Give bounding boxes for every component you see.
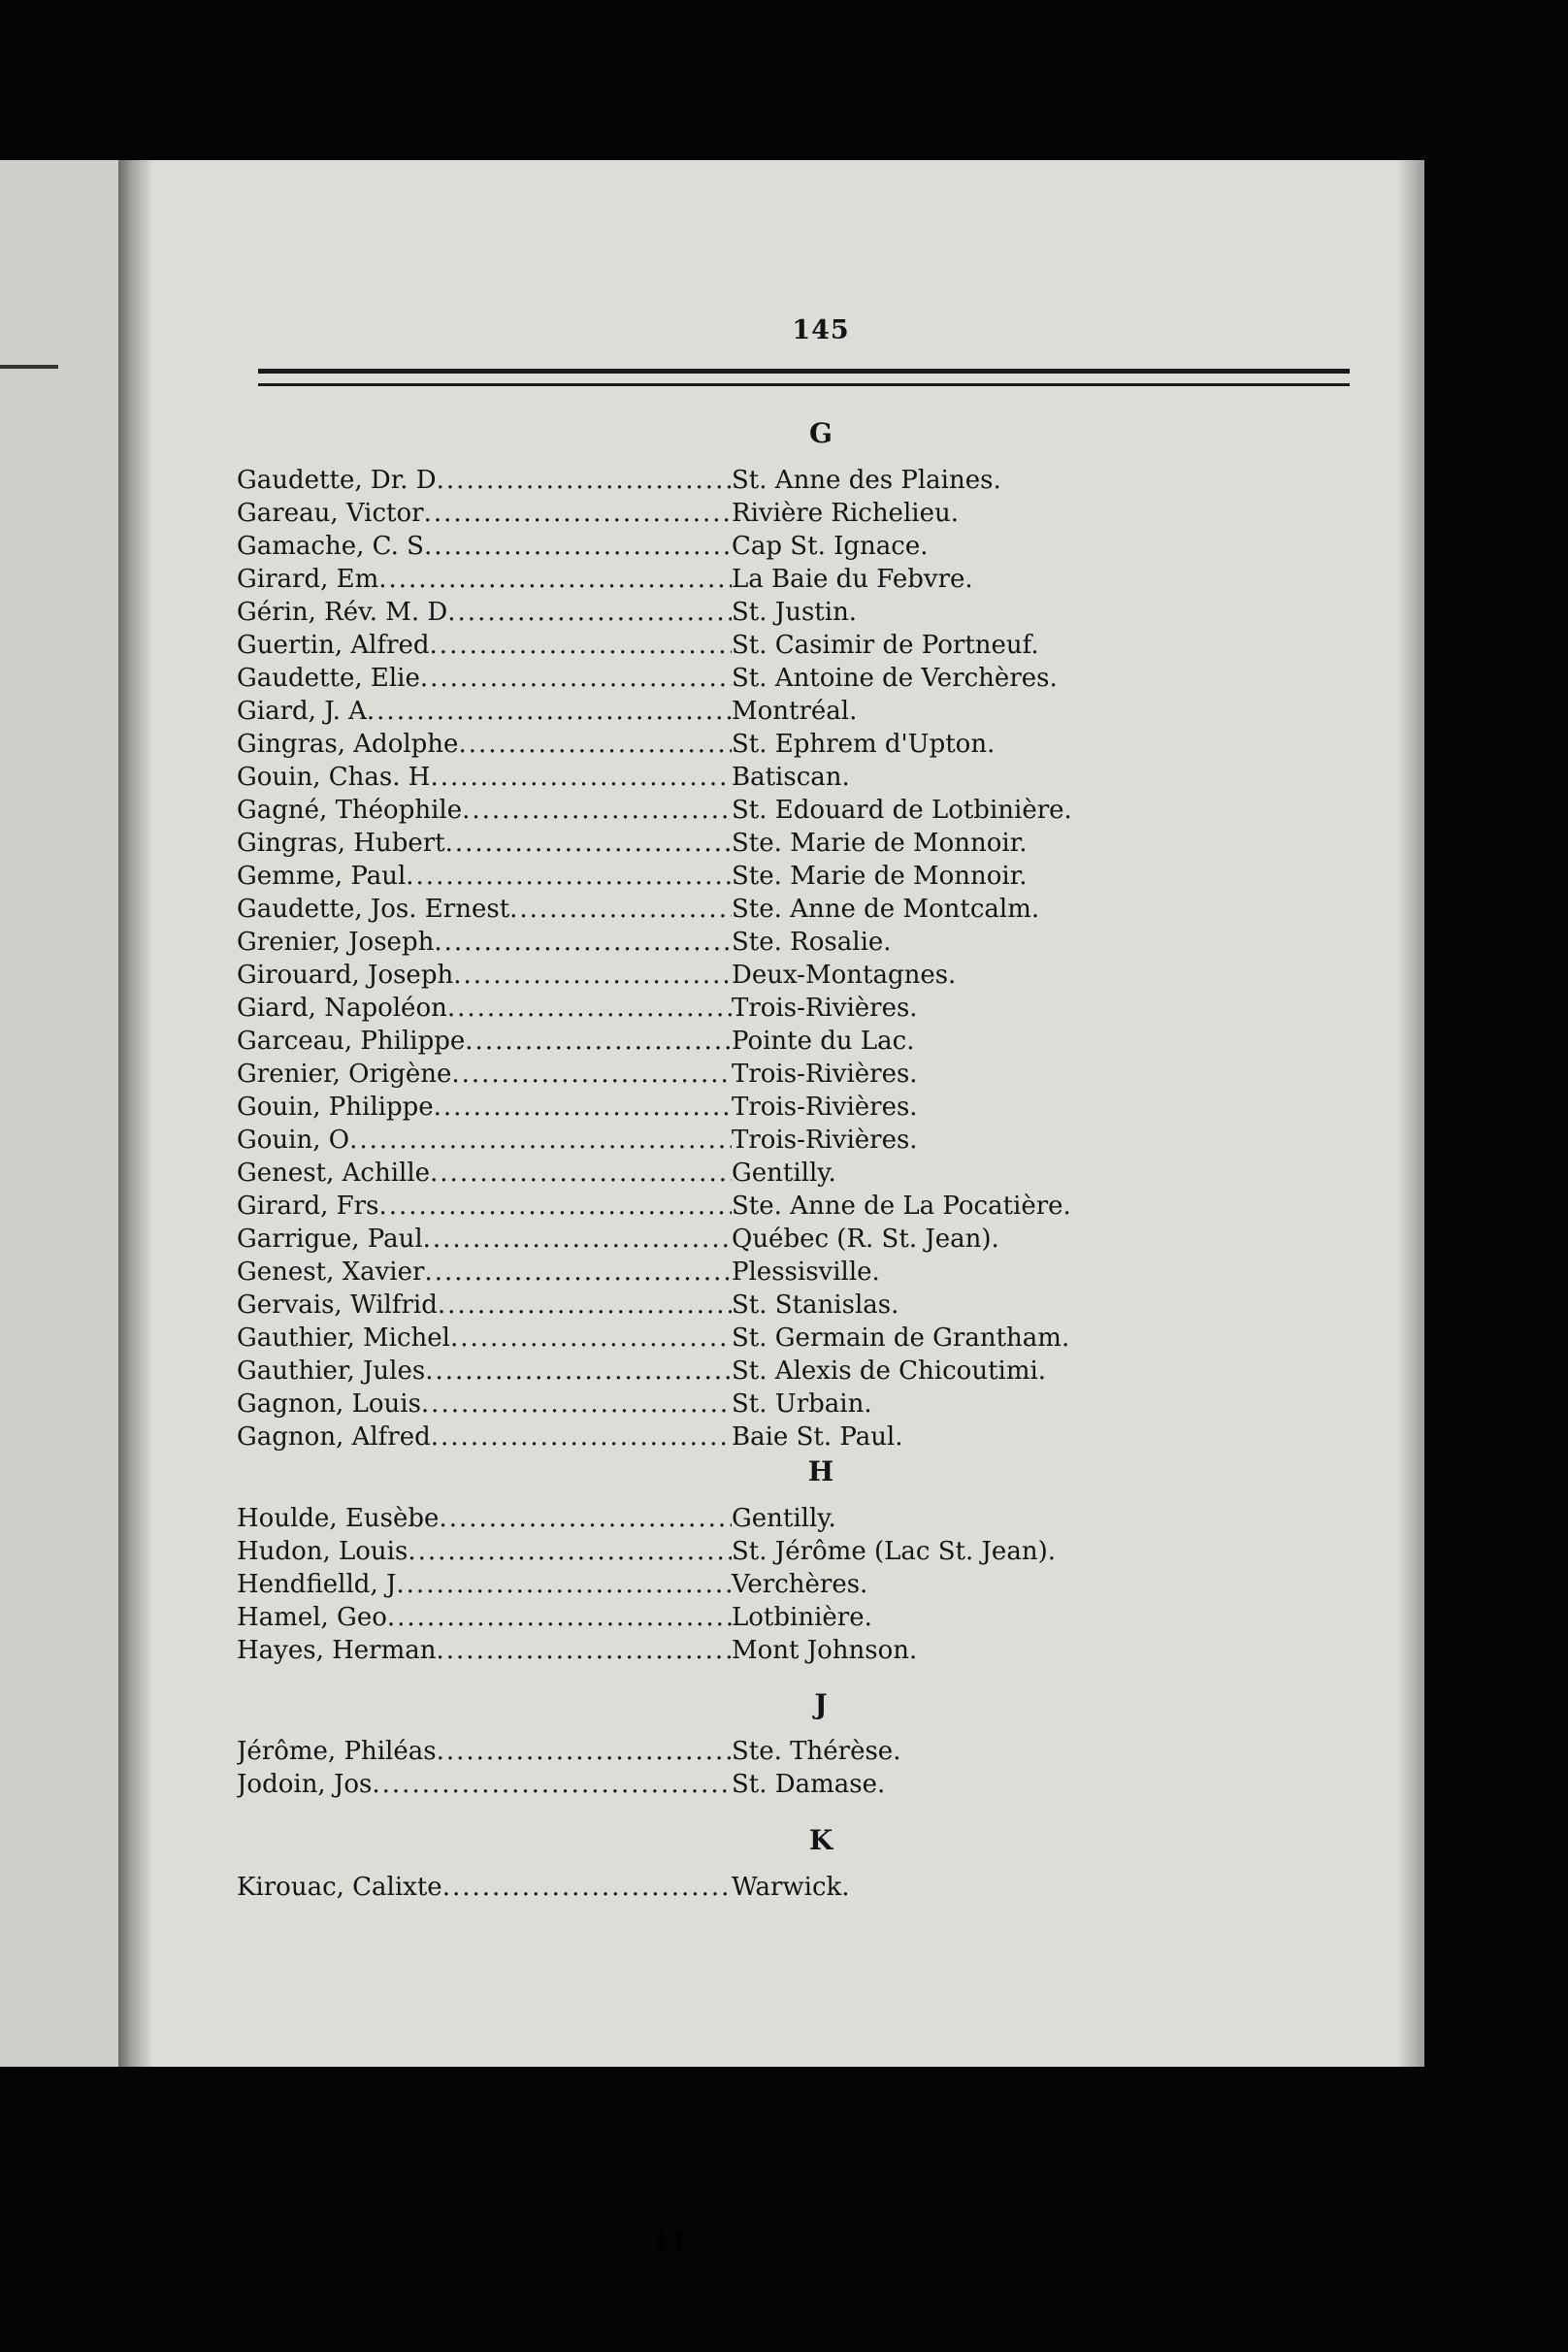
entry-place: St. Alexis de Chicoutimi. (732, 1356, 1047, 1386)
entry-place: Verchères. (732, 1570, 868, 1599)
entry-place: St. Antoine de Verchères. (732, 664, 1058, 693)
entry-place: Trois-Rivières. (732, 994, 918, 1023)
entry-name: Gagnon, Alfred ..... (237, 1421, 732, 1454)
entry-name: Hamel, Geo ..... (237, 1601, 732, 1634)
entry-name: Genest, Xavier ..... (237, 1256, 732, 1289)
list-item (237, 1502, 1168, 1535)
entry-name: Jérôme, Philéas ..... (237, 1735, 732, 1768)
list-item (237, 761, 1168, 794)
entry-place: Batiscan. (732, 763, 850, 792)
section-heading-k: K (808, 1824, 833, 1856)
signature-number: 11 (651, 2228, 688, 2258)
list-item (237, 1355, 1168, 1388)
entry-name: Girouard, Joseph ..... (237, 959, 732, 992)
entry-name: Grenier, Joseph ..... (237, 926, 732, 959)
entry-place: Ste. Thérèse. (732, 1737, 901, 1766)
entry-place: Warwick. (732, 1873, 850, 1902)
entry-place: St. Edouard de Lotbinière. (732, 796, 1072, 825)
entry-name: Gemme, Paul ..... (237, 860, 732, 893)
entry-name: Houlde, Eusèbe ..... (237, 1502, 732, 1535)
entry-place: La Baie du Febvre. (732, 565, 973, 594)
list-item (237, 1768, 1168, 1801)
list-item (237, 1388, 1168, 1421)
entry-place: St. Casimir de Portneuf. (732, 631, 1039, 660)
list-item (237, 860, 1168, 893)
entry-place: Ste. Marie de Monnoir. (732, 862, 1028, 891)
entry-place: Lotbinière. (732, 1603, 872, 1632)
entry-name: Gagnon, Louis ..... (237, 1388, 732, 1421)
list-item (237, 926, 1168, 959)
entry-name: Gingras, Adolphe ..... (237, 728, 732, 761)
list-item (237, 1601, 1168, 1634)
list-item (237, 794, 1168, 827)
entry-place: Baie St. Paul. (732, 1422, 903, 1452)
entry-name: Hayes, Herman ..... (237, 1634, 732, 1667)
entry-place: St. Anne des Plaines. (732, 466, 1001, 495)
list-item (237, 1190, 1168, 1223)
book-gutter (118, 160, 151, 2067)
list-item (237, 662, 1168, 695)
entry-name: Kirouac, Calixte ..... (237, 1871, 732, 1904)
entry-place: Ste. Anne de La Pocatière. (732, 1192, 1071, 1221)
list-item (237, 959, 1168, 992)
entry-name: Gouin, Philippe ..... (237, 1091, 732, 1124)
entry-place: Montréal. (732, 697, 858, 726)
entry-place: Gentilly. (732, 1159, 836, 1188)
entry-name: Grenier, Origène ..... (237, 1058, 732, 1091)
entry-name: Garceau, Philippe ..... (237, 1025, 732, 1058)
entry-place: Ste. Marie de Monnoir. (732, 829, 1028, 858)
document-page (151, 160, 1424, 2067)
entry-place: Cap St. Ignace. (732, 532, 929, 561)
entry-name: Girard, Frs ..... (237, 1190, 732, 1223)
list-item (237, 596, 1168, 629)
entry-place: Mont Johnson. (732, 1636, 918, 1665)
entry-place: Pointe du Lac. (732, 1027, 915, 1056)
page-number: 145 (792, 315, 850, 345)
entry-name: Gaudette, Elie ..... (237, 662, 732, 695)
list-item (237, 1735, 1168, 1768)
entry-name: Gérin, Rév. M. D ..... (237, 596, 732, 629)
list-item (237, 695, 1168, 728)
entry-place: St. Germain de Grantham. (732, 1323, 1070, 1353)
left-page-margin (0, 160, 118, 2067)
section-heading-j: J (814, 1688, 828, 1720)
list-item (237, 1871, 1168, 1904)
list-item (237, 530, 1168, 563)
list-item (237, 629, 1168, 662)
entry-place: Trois-Rivières. (732, 1060, 918, 1089)
list-item (237, 1421, 1168, 1454)
entry-name: Gervais, Wilfrid ..... (237, 1289, 732, 1322)
list-item (237, 1091, 1168, 1124)
header-rule (258, 369, 1350, 386)
entry-place: St. Urbain. (732, 1389, 872, 1419)
entry-name: Garrigue, Paul ..... (237, 1223, 732, 1256)
list-item (237, 1157, 1168, 1190)
entry-name: Gareau, Victor ..... (237, 497, 732, 530)
entry-name: Gaudette, Dr. D ..... (237, 464, 732, 497)
list-item (237, 1535, 1168, 1568)
list-item (237, 563, 1168, 596)
list-item (237, 464, 1168, 497)
list-item (237, 1568, 1168, 1601)
list-item (237, 497, 1168, 530)
entry-place: Deux-Montagnes. (732, 961, 957, 990)
entry-name: Genest, Achille ..... (237, 1157, 732, 1190)
entry-place: Trois-Rivières. (732, 1126, 918, 1155)
entry-name: Jodoin, Jos ..... (237, 1768, 732, 1801)
entry-name: Gouin, O ..... (237, 1124, 732, 1157)
entry-place: St. Jérôme (Lac St. Jean). (732, 1537, 1056, 1566)
list-item (237, 1322, 1168, 1355)
entry-name: Gauthier, Michel ..... (237, 1322, 732, 1355)
list-item (237, 1634, 1168, 1667)
entry-place: Trois-Rivières. (732, 1093, 918, 1122)
entry-name: Giard, J. A ..... (237, 695, 732, 728)
list-item (237, 728, 1168, 761)
entry-name: Giard, Napoléon ..... (237, 992, 732, 1025)
section-heading-h: H (807, 1455, 834, 1487)
entry-name: Guertin, Alfred ..... (237, 629, 732, 662)
entry-name: Gouin, Chas. H ..... (237, 761, 732, 794)
entry-place: St. Justin. (732, 598, 858, 627)
list-item (237, 992, 1168, 1025)
list-item (237, 1289, 1168, 1322)
list-item (237, 1058, 1168, 1091)
entry-name: Gagné, Théophile ..... (237, 794, 732, 827)
entry-name: Gaudette, Jos. Ernest ..... (237, 893, 732, 926)
entry-place: Plessisville. (732, 1258, 880, 1287)
list-item (237, 1025, 1168, 1058)
list-item (237, 827, 1168, 860)
list-item (237, 1256, 1168, 1289)
page-edge-shadow (1397, 160, 1424, 2067)
entry-place: St. Stanislas. (732, 1290, 899, 1320)
entry-place: Rivière Richelieu. (732, 499, 959, 528)
list-item (237, 893, 1168, 926)
entry-place: Québec (R. St. Jean). (732, 1225, 999, 1254)
entry-place: Ste. Rosalie. (732, 928, 892, 957)
entry-place: St. Ephrem d'Upton. (732, 730, 996, 759)
entry-name: Gingras, Hubert ..... (237, 827, 732, 860)
list-item (237, 1223, 1168, 1256)
entry-name: Gauthier, Jules ..... (237, 1355, 732, 1388)
entry-name: Girard, Em ..... (237, 563, 732, 596)
entry-place: Gentilly. (732, 1504, 836, 1533)
entry-name: Hendfielld, J ..... (237, 1568, 732, 1601)
left-page-rule (0, 365, 58, 369)
section-heading-g: G (809, 417, 833, 449)
entry-name: Gamache, C. S ..... (237, 530, 732, 563)
list-item (237, 1124, 1168, 1157)
entry-place: St. Damase. (732, 1770, 886, 1799)
entry-place: Ste. Anne de Montcalm. (732, 895, 1040, 924)
entry-name: Hudon, Louis ..... (237, 1535, 732, 1568)
